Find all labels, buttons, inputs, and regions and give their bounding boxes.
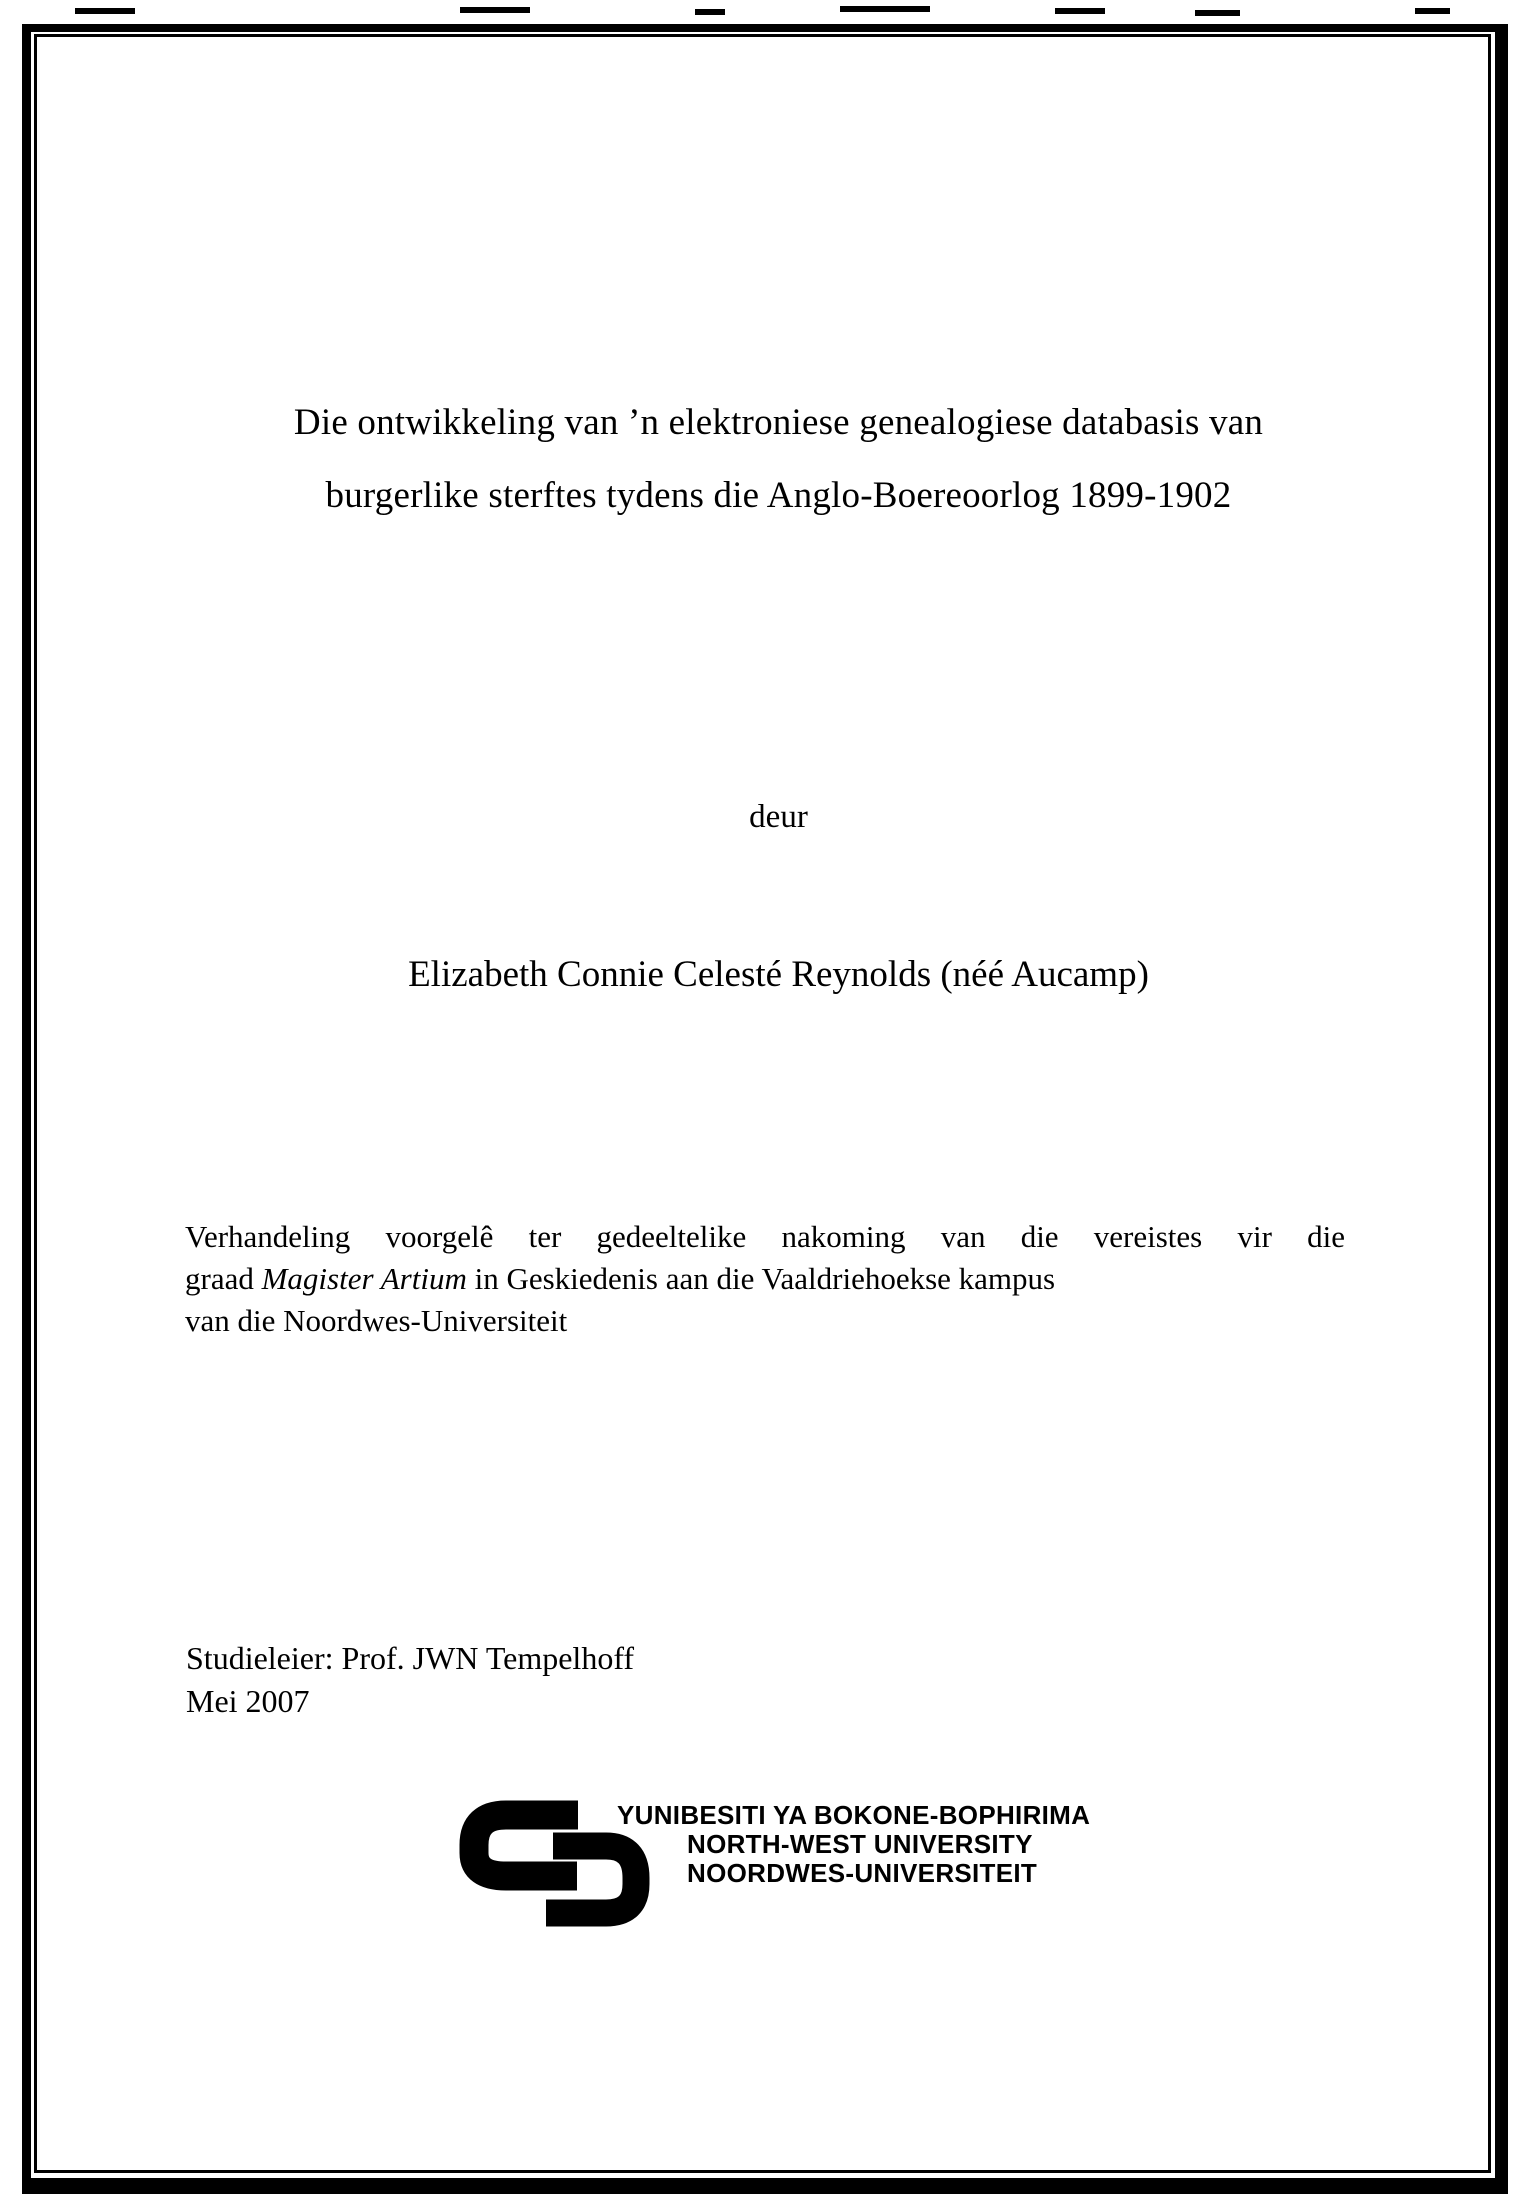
degree-name-italic: Magister Artium	[261, 1261, 467, 1296]
scan-artifact-dash	[695, 9, 725, 15]
scan-artifact-dash	[75, 8, 135, 14]
statement-line-2-suffix: in Geskiedenis aan die Vaaldriehoekse kampus	[466, 1261, 1056, 1296]
byline: deur	[749, 799, 808, 835]
date-line: Mei 2007	[186, 1683, 310, 1719]
title-line-1: Die ontwikkeling van ’n elektroniese genealogiese databasis van	[293, 402, 1264, 443]
scan-artifact-dash	[1055, 8, 1105, 14]
thesis-title	[30, 386, 1527, 532]
statement-line-2	[185, 1258, 1345, 1300]
title-line-2: burgerlike sterftes tydens die Anglo-Boereoorlog 1899-1902	[325, 475, 1232, 516]
logo-line-2: NORTH-WEST UNIVERSITY	[687, 1829, 1033, 1859]
scan-artifact-dash	[840, 6, 930, 12]
author-name: Elizabeth Connie Celesté Reynolds (néé Aucamp)	[408, 954, 1149, 995]
supervisor-block	[186, 1637, 634, 1723]
statement-line-3: van die Noordwes-Universiteit	[185, 1303, 568, 1338]
statement-line-2-prefix: graad	[185, 1261, 262, 1296]
supervisor-line: Studieleier: Prof. JWN Tempelhoff	[186, 1640, 635, 1676]
scan-artifact-dash	[460, 7, 530, 13]
degree-statement	[185, 1216, 1345, 1342]
logo-line-3: NOORDWES-UNIVERSITEIT	[687, 1858, 1038, 1888]
scan-artifact-dash	[1415, 8, 1450, 14]
logo-line-1: YUNIBESITI YA BOKONE-BOPHIRIMA	[617, 1800, 1091, 1830]
university-logo-text	[617, 1801, 1090, 1888]
scan-artifact-dash	[1195, 10, 1240, 16]
statement-line-1: Verhandeling voorgelê ter gedeeltelike nakoming van die vereistes vir die	[185, 1219, 1345, 1254]
